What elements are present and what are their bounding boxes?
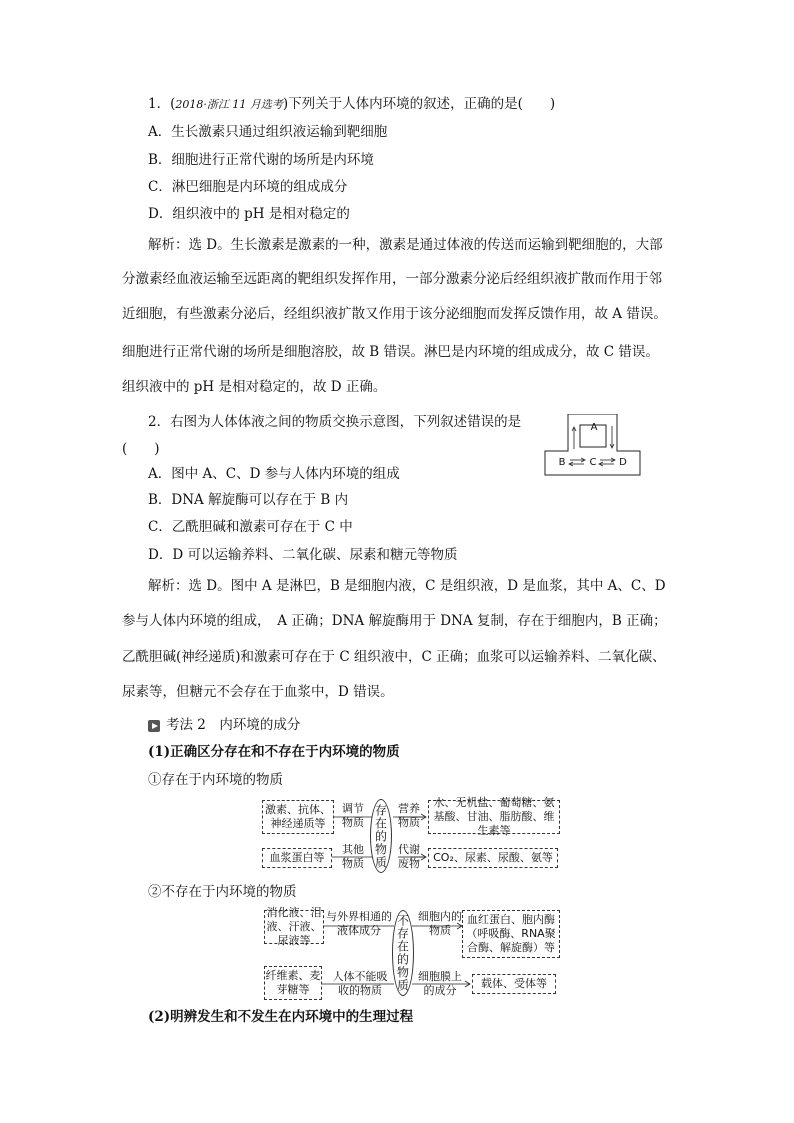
q1-stem: 1．(2018·浙江 11 月选考)下列关于人体内环境的叙述，正确的是( ) [148,96,556,112]
label-b: B [558,457,566,468]
q1-analysis-line: 近细胞，有些激素分泌后，经组织液扩散又作用于该分泌细胞而发挥反馈作用，故 A 错误。 [122,306,667,322]
q2-stem: 2．右图为人体体液之间的物质交换示意图，下列叙述错误的是 [148,414,522,430]
diagram1-center-oval [370,799,392,873]
q2-analysis-line: 参与人体内环境的组成， A 正确；DNA 解旋酶用于 DNA 复制，存在于细胞内，B 正确； [122,613,667,629]
diagram1-label-br: 代谢废物 [398,843,420,870]
diagram2-box-tl: 消化液、泪液、汗液、尿液等 [264,910,324,944]
section-title: 考法 2 内环境的成分 [148,716,300,734]
label-d: D [619,457,627,468]
diagram2-label-tr: 细胞内的物质 [418,910,462,937]
q2-option-d: D．D 可以运输养料、二氧化碳、尿素和糖元等物质 [148,547,458,563]
q2-option-b: B．DNA 解旋酶可以存在于 B 内 [148,492,349,508]
diagram1-label-tr: 营养物质 [398,802,420,829]
q2-stem-cont: ( ) [122,441,160,457]
q2-analysis-line: 尿素等，但糖元不会存在于血浆中，D 错误。 [122,684,394,700]
q2-option-c: C．乙酰胆碱和激素可存在于 C 中 [148,519,353,535]
section-sub2: (2)明辨发生和不发生在内环境中的生理过程 [148,1009,414,1025]
diagram1-box-tl: 激素、抗体、神经递质等 [262,800,334,834]
q1-analysis-line: 分激素经血液运输至远距离的靶组织发挥作用，一部分激素分泌后经组织液扩散而作用于邻 [122,271,662,287]
diagram2-box-bl: 纤维素、麦芽糖等 [264,966,322,1000]
q2-analysis-line: 解析：选 D。图中 A 是淋巴，B 是细胞内液，C 是组织液，D 是血浆，其中 A、C、D [148,578,666,594]
diagram2-label-br: 细胞膜上的成分 [418,970,462,997]
q1-option-c: C．淋巴细胞是内环境的组成成分 [148,179,348,195]
q1-analysis-line: 解析：选 D。生长激素是激素的一种，激素是通过体液的传送而运输到靶细胞的，大部 [148,237,663,253]
diagram1-label-bl: 其他物质 [342,843,364,870]
label-a: A [590,422,598,433]
diagram2-label-bl: 人体不能吸收的物质 [332,970,388,997]
q1-analysis-line: 组织液中的 pH 是相对稳定的，故 D 正确。 [122,379,387,395]
section-sub1a: ①存在于内环境的物质 [148,772,283,788]
q1-analysis-line: 细胞进行正常代谢的场所是细胞溶胶，故 B 错误。淋巴是内环境的组成成分，故 C 错误。 [122,344,659,360]
play-icon [148,720,160,732]
diagram1-box-br: CO₂、尿素、尿酸、氨等 [428,848,558,868]
label-c: C [589,457,597,468]
q2-analysis-line: 乙酰胆碱(神经递质)和激素可存在于 C 组织液中，C 正确；血浆可以运输养料、二氧化碳、 [122,649,666,665]
q1-option-a: A．生长激素只通过组织液运输到靶细胞 [148,124,388,140]
q1-option-d: D．组织液中的 pH 是相对稳定的 [148,206,350,222]
section-sub1: (1)正确区分存在和不存在于内环境的物质 [148,744,400,760]
diagram2-center-text: 不存在的物质 [395,914,410,992]
diagram2-box-br: 载体、受体等 [472,974,556,994]
diagram1-label-tl: 调节物质 [342,802,364,829]
body-fluid-exchange-figure [544,414,641,476]
q1-option-b: B．细胞进行正常代谢的场所是内环境 [148,152,374,168]
q2-option-a: A．图中 A、C、D 参与人体内环境的组成 [148,466,400,482]
diagram2-center-oval [392,910,414,996]
diagram2-label-tl: 与外界相通的液体成分 [326,910,392,937]
section-sub1b: ②不存在于内环境的物质 [148,884,297,900]
diagram1-center-text: 存在的物质 [373,803,388,869]
diagram-existing-substances [260,797,562,875]
diagram1-box-bl: 血浆蛋白等 [262,848,332,868]
diagram1-box-tr: 水、无机盐、葡萄糖、氨基酸、甘油、脂肪酸、维生素等 [428,800,560,834]
diagram-non-existing-substances [262,908,562,1000]
diagram2-box-tr: 血红蛋白、胞内酶（呼吸酶、RNA聚合酶、解旋酶）等 [462,910,560,958]
